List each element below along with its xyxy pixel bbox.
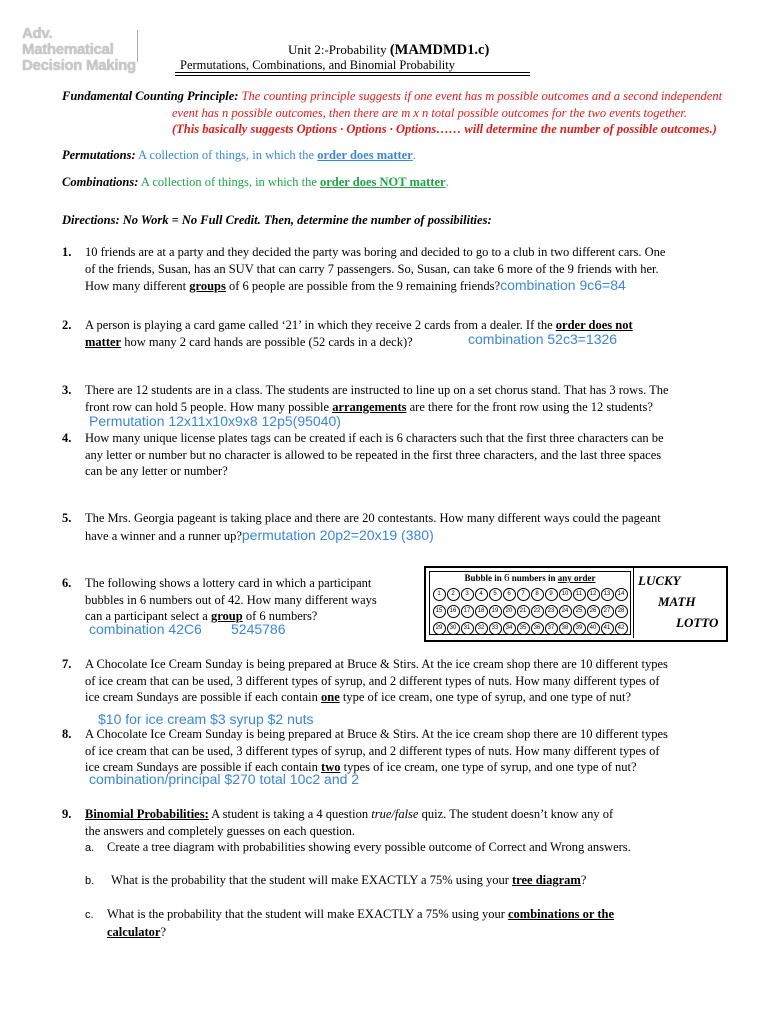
lottery-bubble: 39 — [573, 622, 586, 635]
q5-text — [85, 510, 755, 544]
q1-line2: of the friends, Susan, has an SUV that can carry 7 passengers. So, Susan, can take 6 more of the 9 friends with her. — [85, 261, 659, 276]
combinations-definition — [62, 175, 449, 190]
q4-text — [85, 430, 755, 480]
q9b-label: b. — [85, 875, 95, 887]
perm-label: Permutations: — [62, 148, 136, 162]
q3-line1: There are 12 students are in a class. The students are instructed to line up on a set chorus stand. That has 3 rows. The — [85, 383, 669, 397]
q9-heading: Binomial Probabilities: — [85, 807, 209, 821]
lottery-bubble: 37 — [545, 622, 558, 635]
q9c — [85, 906, 755, 940]
lottery-row-3 — [430, 618, 630, 635]
unit-title — [288, 42, 489, 59]
lottery-bubble: 23 — [545, 605, 558, 618]
q9-line1d: quiz. The student doesn’t know any of — [418, 807, 614, 821]
lottery-bubble: 16 — [447, 605, 460, 618]
q2-line1a: A person is playing a card game called ‘21’ in which they receive 2 cards from a dealer. If the — [85, 318, 556, 332]
q2-number: 2. — [62, 318, 72, 332]
permutations-definition — [62, 148, 416, 163]
q1-line3a: How many different — [85, 279, 190, 293]
q9b-end: ? — [580, 873, 587, 887]
fcp-line2: event has n possible outcomes, then there are m x n total possible outcomes for the two events together. — [172, 105, 687, 120]
q8-answer: combination/principal $270 total 10c2 and 2 — [89, 771, 360, 787]
lottery-bubble: 29 — [433, 622, 446, 635]
lottery-bubble-grid — [429, 571, 631, 635]
perm-end: . — [412, 148, 416, 162]
lottery-bubble: 32 — [475, 622, 488, 635]
lottery-word-lotto: LOTTO — [676, 615, 719, 630]
q8-number: 8. — [62, 727, 72, 741]
q1-line3c: of 6 people are possible from the 9 remaining friends? — [225, 279, 501, 293]
q7-line3a: ice cream Sundays are possible if each contain — [85, 690, 322, 704]
directions: Directions: No Work = No Full Credit. Then, determine the number of possibilities: — [62, 213, 492, 227]
q2-line1b: order does not — [555, 318, 633, 332]
q5-answer: permutation 20p2=20x19 (380) — [241, 526, 434, 543]
unit-code: (MAMDMD1.c) — [389, 42, 490, 58]
lottery-bubble: 17 — [461, 605, 474, 618]
q5-line1: The Mrs. Georgia pageant is taking place and there are 20 contestants. How many different ways could the pageant — [85, 511, 661, 525]
lottery-bubble: 9 — [545, 588, 558, 601]
q5-line2: have a winner and a runner up? — [85, 528, 242, 543]
lottery-bubble: 31 — [461, 622, 474, 635]
lottery-bubble: 6 — [503, 588, 516, 601]
q1-number: 1. — [62, 245, 72, 259]
lottery-bubble: 13 — [601, 588, 614, 601]
lottery-bubble: 21 — [517, 605, 530, 618]
perm-emph: order does matter — [317, 148, 413, 162]
lottery-bubble: 40 — [587, 622, 600, 635]
q1-text — [85, 244, 755, 295]
q9-line2: the answers and completely guesses on each question. — [85, 823, 356, 838]
lottery-bubble: 22 — [531, 605, 544, 618]
perm-text: A collection of things, in which the — [135, 148, 318, 162]
comb-end: . — [445, 175, 449, 189]
logo-divider — [137, 30, 138, 62]
q6-line2: bubbles in 6 numbers out of 42. How many different ways — [85, 592, 377, 607]
q7-line2: of ice cream that can be used, 3 different types of syrup, and 2 different types of nuts. How many different types of — [85, 673, 660, 688]
q2-line2b: how many 2 card hands are possible (52 cards in a deck)? — [121, 334, 413, 349]
q1-answer: combination 9c6=84 — [500, 277, 626, 293]
q3-text — [85, 382, 755, 415]
q8-line3b: two — [321, 760, 341, 774]
q9b-text: What is the probability that the student will make EXACTLY a 75% using your — [111, 873, 512, 887]
lottery-bubble: 24 — [559, 605, 572, 618]
q4-line3: can be any letter or number? — [85, 464, 228, 478]
q1-line3b: groups — [189, 279, 226, 293]
q9c-label: c. — [85, 909, 94, 921]
q2-answer: combination 52c3=1326 — [468, 331, 618, 347]
lottery-header — [430, 572, 630, 584]
q8-line1: A Chocolate Ice Cream Sunday is being prepared at Bruce & Stirs. At the ice cream shop there are 10 different types — [85, 727, 668, 741]
lottery-bubble: 36 — [531, 622, 544, 635]
q6-text — [85, 575, 420, 625]
q1-line1: 10 friends are at a party and they decided the party was boring and decided to go to a club in two different cars. One — [85, 245, 666, 259]
q4-line1: How many unique license plates tags can be created if each is 6 characters such that the first three characters can be — [85, 431, 664, 445]
unit-prefix: Unit 2:-Probability — [288, 42, 390, 57]
lottery-bubble: 3 — [461, 588, 474, 601]
q9c-text: What is the probability that the student will make EXACTLY a 75% using your — [107, 907, 508, 921]
lottery-bubble: 28 — [615, 605, 628, 618]
lottery-bubble: 33 — [489, 622, 502, 635]
q9a — [85, 839, 755, 857]
lottery-bubble: 12 — [587, 588, 600, 601]
lottery-bubble: 38 — [559, 622, 572, 635]
lottery-bubble: 14 — [615, 588, 628, 601]
q8-line3c: types of ice cream, one type of syrup, and one type of nut? — [340, 760, 637, 774]
lottery-bubble: 35 — [517, 622, 530, 635]
logo-line2: Decision Making — [22, 57, 136, 74]
q3-number: 3. — [62, 383, 72, 397]
lottery-word-lucky: LUCKY — [638, 573, 681, 588]
q8-line3a: ice cream Sundays are possible if each contain — [85, 760, 322, 774]
q7-answer: $10 for ice cream $3 syrup $2 nuts — [98, 711, 314, 727]
q8-text — [85, 726, 755, 776]
lottery-bubble: 10 — [559, 588, 572, 601]
comb-text: A collection of things, in which the — [138, 175, 320, 189]
lottery-divider — [633, 568, 634, 638]
logo-line1: Adv. Mathematical — [22, 25, 114, 58]
comb-label: Combinations: — [62, 175, 139, 189]
q9-line1b: A student is taking a 4 question — [208, 807, 372, 821]
q6-line3c: of 6 numbers? — [242, 609, 318, 623]
q9c-end: ? — [160, 924, 167, 939]
lottery-bubble: 25 — [573, 605, 586, 618]
q3-line2a: front row can hold 5 people. How many possible — [85, 399, 333, 414]
q6-line3a: can a participant select a — [85, 609, 211, 623]
q7-line3b: one — [321, 690, 340, 704]
q5-number: 5. — [62, 511, 72, 525]
lottery-bubble: 26 — [587, 605, 600, 618]
lottery-header-b: 6 — [504, 572, 510, 584]
lottery-bubble: 20 — [503, 605, 516, 618]
fcp-definition — [62, 88, 752, 138]
lottery-bubble: 2 — [447, 588, 460, 601]
lottery-bubble: 27 — [601, 605, 614, 618]
lottery-bubble: 7 — [517, 588, 530, 601]
fcp-line3: (This basically suggests Options · Options · Options…… will determine the number of possible outcomes.) — [172, 122, 717, 136]
fcp-line1: The counting principle suggests if one event has m possible outcomes and a second independent — [238, 89, 723, 103]
lottery-bubble: 34 — [503, 622, 516, 635]
q7-text — [85, 656, 755, 706]
lottery-row-2 — [430, 601, 630, 618]
q6-line1: The following shows a lottery card in which a participant — [85, 576, 372, 590]
lottery-bubble: 18 — [475, 605, 488, 618]
q7-line1: A Chocolate Ice Cream Sunday is being prepared at Bruce & Stirs. At the ice cream shop there are 10 different types — [85, 657, 668, 671]
q4-line2: any letter or number but no character is allowed to be repeated in the first three characters, and the last three spaces — [85, 447, 662, 462]
q2-text — [85, 317, 755, 350]
q6-line3b: group — [210, 609, 243, 623]
q9a-label: a. — [85, 842, 95, 854]
fcp-label: Fundamental Counting Principle: — [62, 89, 239, 103]
q7-number: 7. — [62, 657, 72, 671]
lottery-header-d: any order — [557, 573, 596, 583]
q6-answer-1: combination 42C6 — [89, 621, 202, 637]
q9b — [85, 872, 755, 890]
q6-answer-2: 5245786 — [231, 621, 286, 637]
lottery-bubble: 4 — [475, 588, 488, 601]
q8-line2: of ice cream that can be used, 3 different types of syrup, and 2 different types of nuts. How many different types of — [85, 743, 660, 758]
lottery-bubble: 41 — [601, 622, 614, 635]
q6-number: 6. — [62, 576, 72, 590]
q2-line2a: matter — [85, 334, 122, 349]
lottery-bubble: 5 — [489, 588, 502, 601]
q3-line2b: arrangements — [332, 399, 407, 414]
course-logo — [22, 25, 136, 74]
q9-number: 9. — [62, 807, 72, 821]
lottery-header-a: Bubble in — [464, 573, 504, 583]
q9b-emph: tree diagram — [512, 873, 581, 887]
q3-line2c: are there for the front row using the 12 students? — [406, 399, 653, 414]
q4-number: 4. — [62, 431, 72, 445]
lottery-bubble: 42 — [615, 622, 628, 635]
comb-emph: order does NOT matter — [320, 175, 446, 189]
q9c-emph: combinations or the — [508, 907, 615, 921]
q9c-emph2: calculator — [107, 924, 161, 939]
lottery-bubble: 11 — [573, 588, 586, 601]
q9a-text: Create a tree diagram with probabilities showing every possible outcome of Correct and Wrong answers. — [107, 840, 631, 854]
lottery-card — [424, 566, 728, 642]
page-subtitle: Permutations, Combinations, and Binomial Probability — [180, 58, 455, 72]
lottery-row-1 — [430, 584, 630, 601]
lottery-bubble: 1 — [433, 588, 446, 601]
lottery-bubble: 8 — [531, 588, 544, 601]
lottery-bubble: 30 — [447, 622, 460, 635]
q9-line1c: true/false — [371, 807, 419, 821]
lottery-bubble: 19 — [489, 605, 502, 618]
lottery-bubble: 15 — [433, 605, 446, 618]
lottery-header-c: numbers in — [509, 573, 558, 583]
q9-text — [85, 806, 755, 839]
lottery-word-math: MATH — [658, 594, 696, 609]
q3-answer: Permutation 12x11x10x9x8 12p5(95040) — [89, 413, 341, 429]
q7-line3c: type of ice cream, one type of syrup, and one type of nut? — [339, 690, 631, 704]
header-rule — [175, 72, 530, 76]
